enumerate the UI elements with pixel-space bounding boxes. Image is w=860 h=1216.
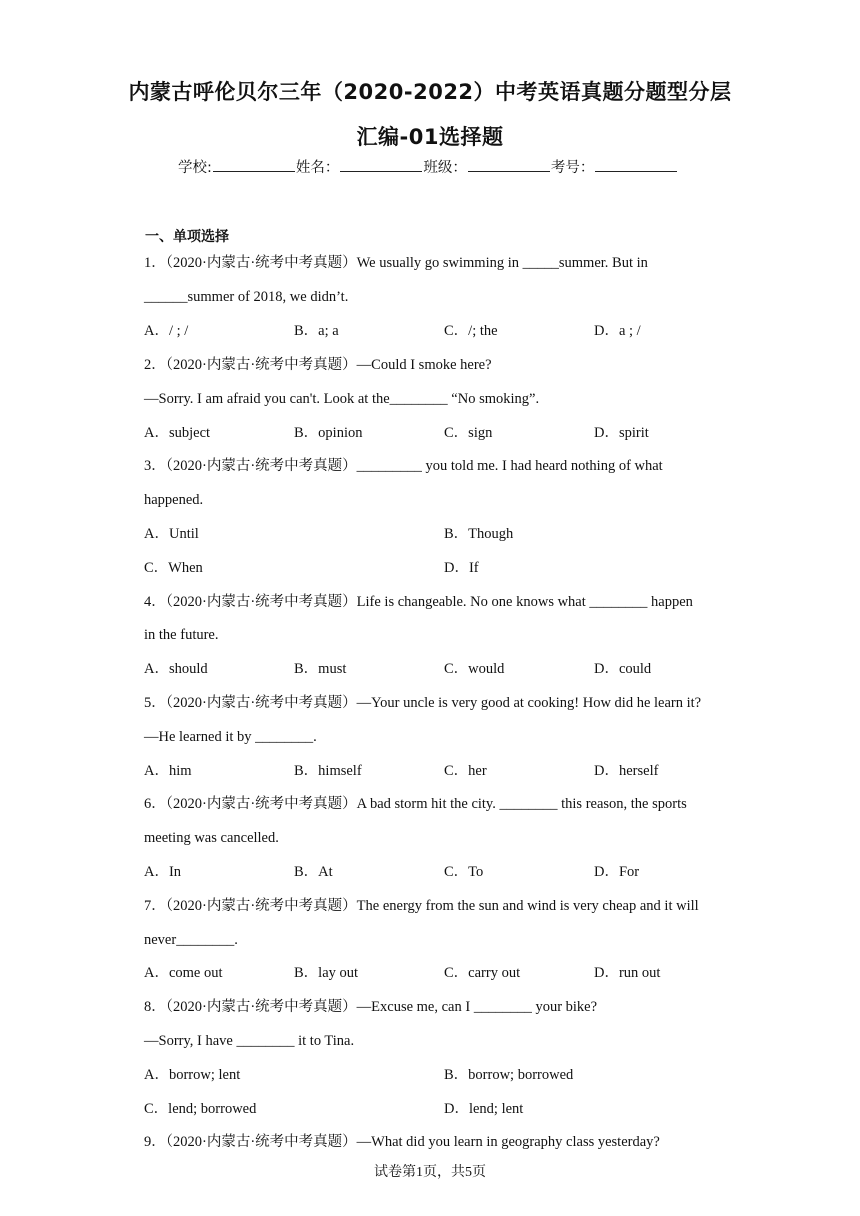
question-6-option-c: C．To [444,864,484,880]
question-3-option-b: B．Though [444,526,514,542]
exam-no-blank [595,159,677,172]
question-8-option-d: D．lend; lent [444,1101,524,1117]
question-4-line-2: in the future. [144,627,219,643]
question-5-line-1: 5．（2020·内蒙古·统考中考真题）—Your uncle is very good at cooking! How did he learn it? [144,695,702,711]
question-6-option-d: D．For [594,864,640,880]
page-title-line1: 内蒙古呼伦贝尔三年（2020-2022）中考英语真题分题型分层 [128,80,732,104]
class-label: 班级： [423,160,467,176]
question-1-line-2: ______summer of 2018, we didn’t. [144,289,349,305]
school-blank [213,159,295,172]
question-1-line-1: 1．（2020·内蒙古·统考中考真题）We usually go swimming in _____summer. But in [144,255,648,271]
question-7-option-d: D．run out [594,965,661,981]
question-4-option-c: C．would [444,661,505,677]
class-blank [468,159,550,172]
exam-no-label: 考号： [550,160,595,176]
question-1-option-a: A．/ ; / [144,323,189,339]
page-title-line2: 汇编-01选择题 [356,125,504,149]
question-3-line-2: happened. [144,492,204,508]
page-footer: 试卷第1页，共5页 [374,1165,486,1180]
question-3-option-c: C．When [144,560,203,576]
name-label: 姓名： [295,160,340,176]
question-7-option-b: B．lay out [294,965,359,981]
question-5-option-b: B．himself [294,763,362,779]
question-2-option-c: C．sign [444,425,493,441]
question-2-option-a: A．subject [144,425,211,441]
question-3-option-d: D．If [444,560,479,576]
question-3-line-1: 3．（2020·内蒙古·统考中考真题）_________ you told me. I had heard nothing of what [144,458,663,474]
question-4-option-a: A．should [144,661,208,677]
question-2-line-1: 2．（2020·内蒙古·统考中考真题）—Could I smoke here? [144,357,492,373]
question-7-option-c: C．carry out [444,965,521,981]
question-5-option-c: C．her [444,763,487,779]
question-9-line-1: 9．（2020·内蒙古·统考中考真题）—What did you learn in geography class yesterday? [144,1134,660,1150]
question-8-option-c: C．lend; borrowed [144,1101,257,1117]
question-1-option-b: B．a; a [294,323,339,339]
question-6-line-2: meeting was cancelled. [144,830,279,846]
question-2-option-b: B．opinion [294,425,363,441]
question-4-line-1: 4．（2020·内蒙古·统考中考真题）Life is changeable. No one knows what ________ happen [144,594,693,610]
question-4-option-d: D．could [594,661,652,677]
question-7-line-1: 7．（2020·内蒙古·统考中考真题）The energy from the sun and wind is very cheap and it will [144,898,699,914]
student-info-row [178,156,678,177]
name-blank [340,159,422,172]
question-8-option-b: B．borrow; borrowed [444,1067,574,1083]
question-6-option-b: B．At [294,864,333,880]
question-8-line-2: —Sorry, I have ________ it to Tina. [144,1033,355,1049]
question-2-line-2: —Sorry. I am afraid you can't. Look at the________ “No smoking”. [144,391,540,407]
question-7-option-a: A．come out [144,965,223,981]
question-1-option-c: C．/; the [444,323,498,339]
question-4-option-b: B．must [294,661,347,677]
question-7-line-2: never________. [144,932,238,948]
school-label: 学校: [178,160,212,176]
question-5-option-d: D．herself [594,763,659,779]
question-8-line-1: 8．（2020·内蒙古·统考中考真题）—Excuse me, can I ________ your bike? [144,999,598,1015]
question-6-line-1: 6．（2020·内蒙古·统考中考真题）A bad storm hit the city. ________ this reason, the sports [144,796,687,812]
question-8-option-a: A．borrow; lent [144,1067,241,1083]
question-2-option-d: D．spirit [594,425,649,441]
section-heading: 一、单项选择 [145,229,229,245]
question-3-option-a: A．Until [144,526,199,542]
question-6-option-a: A．In [144,864,182,880]
question-5-option-a: A．him [144,763,192,779]
question-1-option-d: D．a ; / [594,323,641,339]
question-5-line-2: —He learned it by ________. [144,729,317,745]
